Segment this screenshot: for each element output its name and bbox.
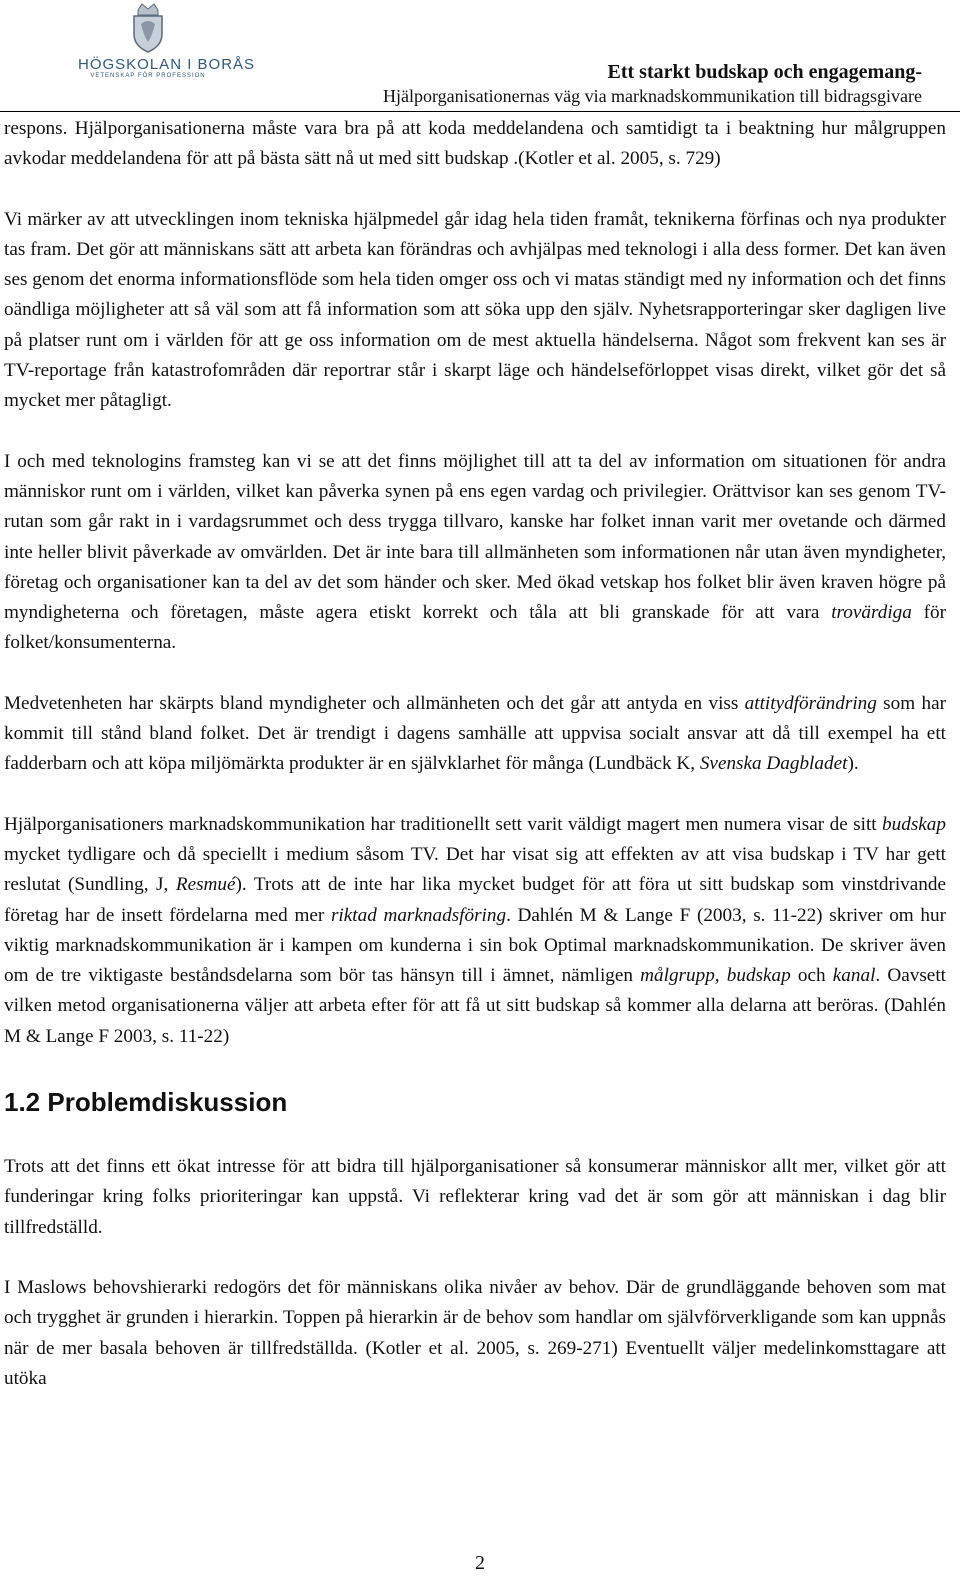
text-run: ). [847,753,859,775]
header-divider [0,111,960,112]
text-run: Hjälporganisationers marknadskommunikation har traditionellt sett varit väldigt magert men numera visar de sitt [4,813,883,835]
emphasis: riktad marknadsföring [330,904,507,926]
crest-icon [128,2,168,54]
paragraph-7 [4,1273,946,1394]
university-logo [78,2,256,94]
running-header [383,60,922,108]
text-run: I Maslows behovshierarki redogörs det för människans olika nivåer av behov. Där de grundläggande behoven som mat och trygghet är grunden i hierarkin. Toppen på hierarkin är de behov som handlar om självförverkligande som kan uppnås när de mer basala behoven är tillfredställda. (Kotler et al. 2005, s. 269-271) Eventuellt väljer medelinkomsttagare att utöka [4,1276,946,1389]
logo-name: HÖGSKOLAN I BORÅS [78,56,256,73]
paragraph-3 [4,447,946,659]
text-run: Vi märker av att utvecklingen inom tekniska hjälpmedel går idag hela tiden framåt, teknikerna förfinas och nya produkter tas fram. Det gör att människans sätt att arbeta kan förändras och avhjälpas med teknologi i alla dess former. Det kan även ses genom det enorma informationsflöde som hela tiden omger oss och vi matas ständigt med ny information och det finns oändliga möjligheter att så väl som att få information som att söka upp den själv. Nyhetsrapporteringar sker dagligen live på platser runt om i världen för att ge oss information om de mest aktuella händelserna. Något som frekvent kan ses är TV-reportage från katastrofområden där reportrar står i skarpt läge och händelseförloppet visas direkt, vilket gör det så mycket mer påtagligt. [4,208,946,412]
text-run: Trots att det finns ett ökat intresse för att bidra till hjälporganisationer så konsumerar människor allt mer, vilket gör att funderingar kring folks prioriteringar kan uppstå. Vi reflekterar kring vad det är som gör att människan i dag blir tillfredställd. [4,1156,946,1238]
emphasis: målgrupp [640,965,715,987]
document-body [4,114,946,1424]
paragraph-1 [4,114,946,175]
paragraph-5 [4,810,946,1052]
emphasis: budskap [726,965,791,987]
page-number: 2 [475,1552,485,1574]
paragraph-4 [4,689,946,780]
header-title: Ett starkt budskap och engagemang- [607,61,922,83]
text-run: . Oavsett vilken metod organisationerna väljer att arbeta efter för att få ut sitt budskap så kommer alla delarna att beröras. (Dahlén M & Lange F 2003, s. 11-22) [4,965,946,1047]
emphasis: budskap [882,813,946,835]
emphasis: attitydförändring [744,692,877,714]
emphasis: kanal [832,965,876,987]
text-run: som har kommit till stånd bland folket. Det är trendigt i dagens samhälle att uppvisa socialt ansvar att då till exempel ha ett fadderbarn och att köpa miljömärkta produkter är en självklarhet för många (Lundbäck K, [4,692,946,775]
emphasis: Svenska Dagbladet [699,753,848,775]
emphasis: trovärdiga [831,602,912,624]
text-run: ). Trots att de inte har lika mycket budget för att föra ut sitt budskap som vinstdrivande företag har de insett fördelarna med mer [4,874,946,926]
paragraph-2 [4,205,946,417]
text-run: . Dahlén M & Lange F (2003, s. 11-22) skriver om hur viktig marknadskommunikation är i kampen om kunderna i sin bok Optimal marknadskommunikation. De skriver även om de tre viktigaste beståndsdelarna som bör tas hänsyn till i ämnet, nämligen [4,904,946,987]
text-run: för folket/konsumenterna. [4,602,946,654]
text-run: , [714,965,727,987]
text-run: Medvetenheten har skärpts bland myndigheter och allmänheten och det går att antyda en viss [4,692,745,714]
text-run: mycket tydligare och då speciellt i medium såsom TV. Det har visat sig att effekten av att visa budskap i TV har gett reslutat (Sundling, J, [4,843,946,896]
section-heading: 1.2 Problemdiskussion [4,1087,288,1118]
text-run: respons. Hjälporganisationerna måste vara bra på att koda meddelandena och samtidigt ta i beaktning hur målgruppen avkodar meddelandena för att på bästa sätt nå ut med sitt budskap .(Kotler et al. 2005, s. 729) [4,118,946,170]
text-run: I och med teknologins framsteg kan vi se att det finns möjlighet till att ta del av information om situationen för andra människor runt om i världen, vilket kan påverka synen på ens egen vardag och privilegier. Orättvisor kan ses genom TV-rutan som går rakt in i vardagsrummet och dess trygga tillvaro, kanske har folket innan varit mer ovetande och därmed inte heller blivit påverkade av omvärlden. Det är inte bara till allmänheten som informationen når utan även myndigheter, företag och organisationer kan ta del av det som händer och sker. Med ökad vetskap hos folket blir även kraven högre på myndigheterna och företagen, måste agera etiskt korrekt och tåla att bli granskade för att vara [4,450,946,624]
emphasis: Resmué [175,874,236,896]
logo-tagline: VETENSKAP FÖR PROFESSION [90,73,206,79]
paragraph-6 [4,1152,946,1243]
header-subtitle: Hjälporganisationernas väg via marknadskommunikation till bidragsgivare [382,86,922,106]
text-run: och [790,965,833,987]
